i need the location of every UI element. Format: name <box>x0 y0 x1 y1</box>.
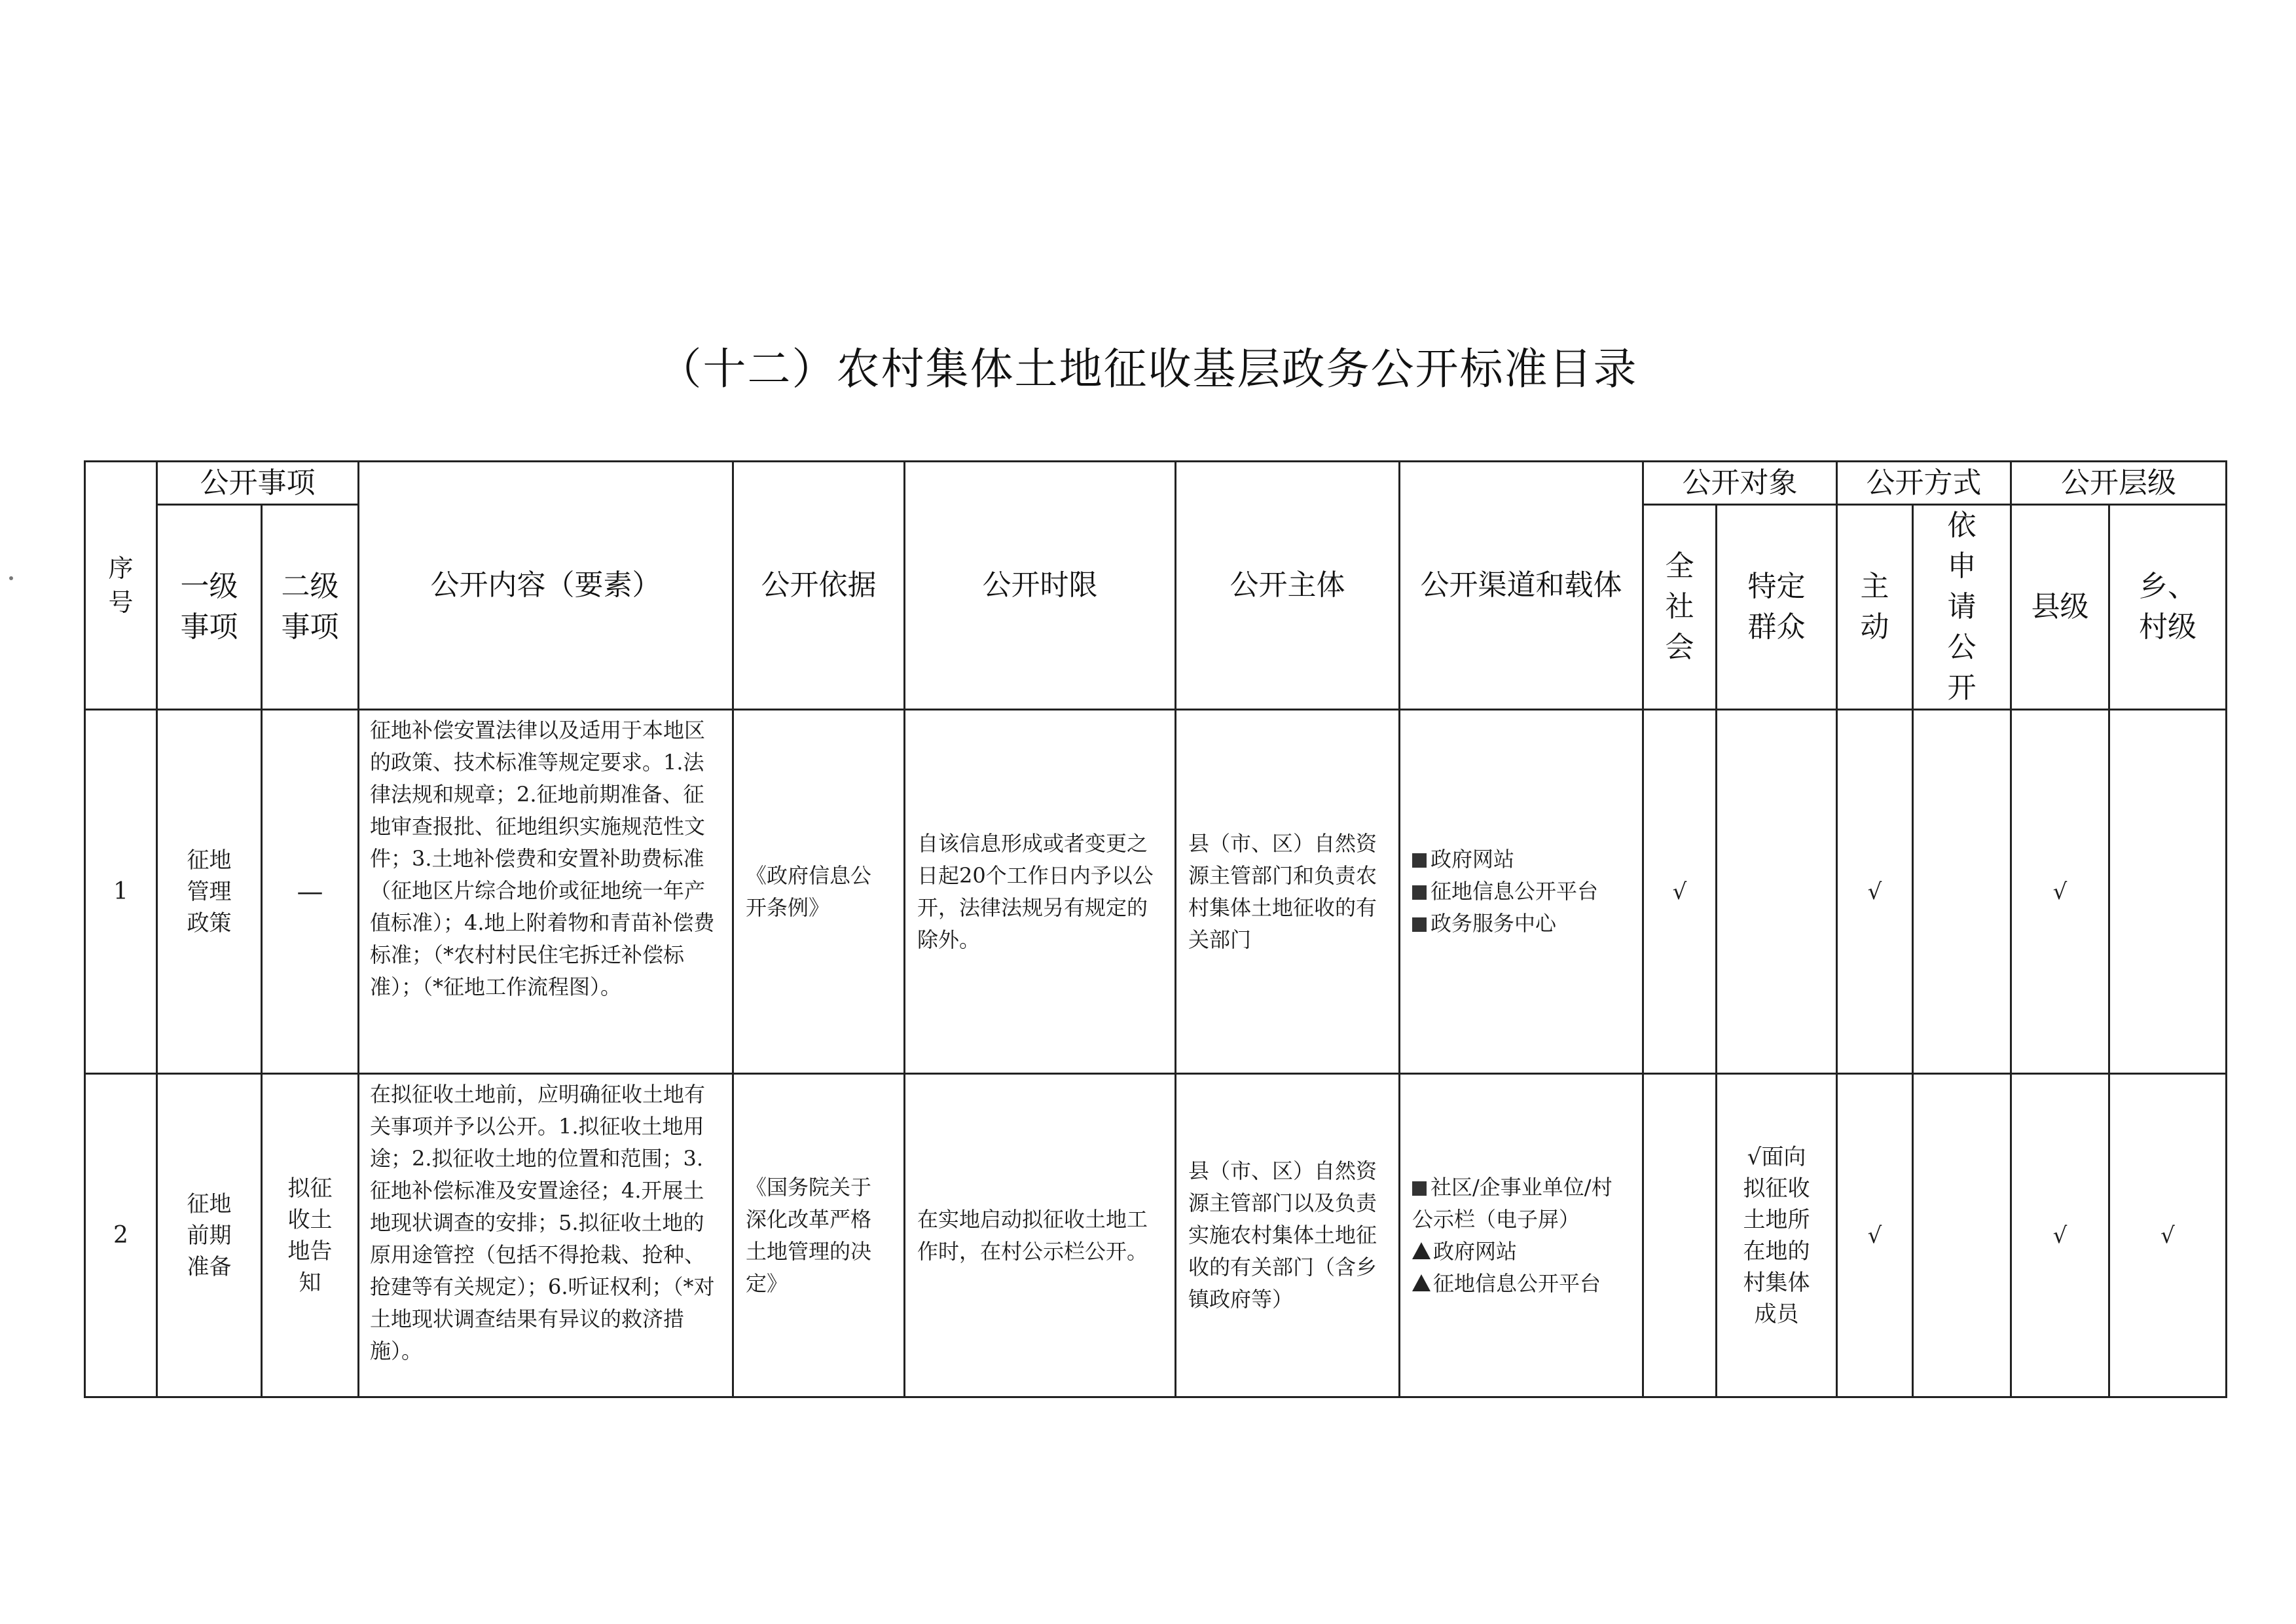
channel-item: 征地信息公开平台 <box>1412 876 1630 908</box>
header-audience-all: 全社会 <box>1643 505 1717 710</box>
row-audience-specific: √面向拟征收土地所在地的村集体成员 <box>1717 1074 1837 1397</box>
row-level2: — <box>262 710 359 1074</box>
header-method-group: 公开方式 <box>1837 462 2011 505</box>
header-seq: 序号 <box>85 462 157 710</box>
row-time-limit: 自该信息形成或者变更之日起20个工作日内予以公开，法律法规另有规定的除外。 <box>905 710 1176 1074</box>
row-channels <box>1400 710 1643 1074</box>
row-level-township: √ <box>2109 1074 2227 1397</box>
triangle-marker-icon <box>1412 1242 1430 1259</box>
table-row <box>85 1074 2227 1397</box>
row-content: 征地补偿安置法律以及适用于本地区的政策、技术标准等规定要求。1.法律法规和规章；2.征地前期准备、征地审查报批、征地组织实施规范性文件；3.土地补偿费和安置补助费标准（征地区片综合地价或征地统一年产值标准）；4.地上附着物和青苗补偿费标准；（*农村村民住宅拆迁补偿标准）；（*征地工作流程图）。 <box>359 710 733 1074</box>
row-level-county: √ <box>2011 1074 2109 1397</box>
scan-speck <box>9 576 13 580</box>
header-level-county: 县级 <box>2011 505 2109 710</box>
disclosure-catalog-table <box>84 460 2227 1398</box>
triangle-marker-icon <box>1412 1274 1430 1291</box>
square-marker-icon <box>1412 853 1427 868</box>
header-level2: 二级事项 <box>262 505 359 710</box>
header-basis: 公开依据 <box>733 462 905 710</box>
square-marker-icon <box>1412 885 1427 900</box>
header-audience-specific: 特定群众 <box>1717 505 1837 710</box>
header-channels: 公开渠道和载体 <box>1400 462 1643 710</box>
row-subject: 县（市、区）自然资源主管部门以及负责实施农村集体土地征收的有关部门（含乡镇政府等） <box>1176 1074 1400 1397</box>
row-level1: 征地管理政策 <box>157 710 262 1074</box>
row-method-active: √ <box>1837 710 1913 1074</box>
header-level1: 一级事项 <box>157 505 262 710</box>
row-audience-specific <box>1717 710 1837 1074</box>
row-basis: 《国务院关于深化改革严格土地管理的决定》 <box>733 1074 905 1397</box>
table-row <box>85 710 2227 1074</box>
header-method-request: 依申请公开 <box>1913 505 2011 710</box>
page-title: （十二）农村集体土地征收基层政务公开标准目录 <box>658 344 1638 394</box>
row-subject: 县（市、区）自然资源主管部门和负责农村集体土地征收的有关部门 <box>1176 710 1400 1074</box>
row-level1: 征地前期准备 <box>157 1074 262 1397</box>
channel-item: 征地信息公开平台 <box>1412 1268 1630 1300</box>
row-level-township <box>2109 710 2227 1074</box>
header-audience-group: 公开对象 <box>1643 462 1837 505</box>
header-subject: 公开主体 <box>1176 462 1400 710</box>
row-method-request <box>1913 1074 2011 1397</box>
row-audience-all: √ <box>1643 710 1717 1074</box>
header-content: 公开内容（要素） <box>359 462 733 710</box>
channel-item: 政府网站 <box>1412 1236 1630 1268</box>
channel-item: 社区/企事业单位/村公示栏（电子屏） <box>1412 1174 1613 1232</box>
header-level-group: 公开层级 <box>2011 462 2227 505</box>
row-method-request <box>1913 710 2011 1074</box>
channel-item: 政务服务中心 <box>1412 908 1630 940</box>
row-basis: 《政府信息公开条例》 <box>733 710 905 1074</box>
square-marker-icon <box>1412 1181 1427 1196</box>
row-audience-all <box>1643 1074 1717 1397</box>
channel-item: 政府网站 <box>1412 843 1630 876</box>
row-content: 在拟征收土地前，应明确征收土地有关事项并予以公开。1.拟征收土地用途；2.拟征收土地的位置和范围；3.征地补偿标准及安置途径；4.开展土地现状调查的安排；5.拟征收土地的原用途管控（包括不得抢栽、抢种、抢建等有关规定）；6.听证权利；（*对土地现状调查结果有异议的救济措施）。 <box>359 1074 733 1397</box>
row-level-county: √ <box>2011 710 2109 1074</box>
row-level2: 拟征收土地告知 <box>262 1074 359 1397</box>
row-seq: 2 <box>85 1074 157 1397</box>
header-method-active: 主动 <box>1837 505 1913 710</box>
header-time-limit: 公开时限 <box>905 462 1176 710</box>
row-seq: 1 <box>85 710 157 1074</box>
row-channels <box>1400 1074 1643 1397</box>
row-time-limit: 在实地启动拟征收土地工作时，在村公示栏公开。 <box>905 1074 1176 1397</box>
header-items-group: 公开事项 <box>157 462 359 505</box>
square-marker-icon <box>1412 917 1427 932</box>
header-level-township: 乡、村级 <box>2109 505 2227 710</box>
row-method-active: √ <box>1837 1074 1913 1397</box>
